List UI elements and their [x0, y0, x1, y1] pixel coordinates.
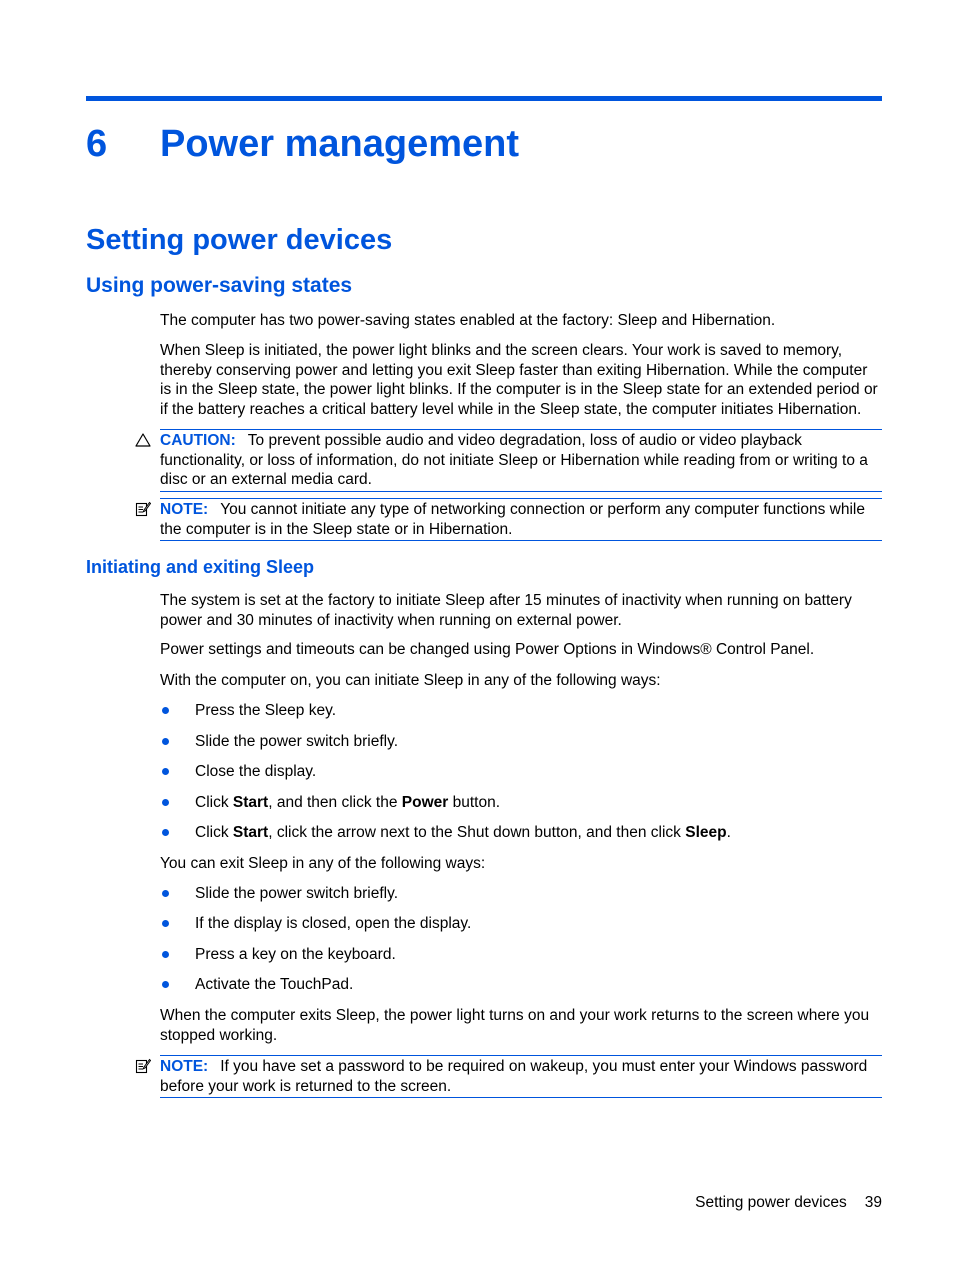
caution-box [160, 429, 882, 492]
page-footer [695, 1193, 882, 1212]
note-label: NOTE: [160, 1058, 209, 1075]
bullet-dot-icon [162, 981, 169, 988]
note-text: If you have set a password to be required on wakeup, you must enter your Windows password before your work is returned to the screen. [160, 1058, 868, 1095]
list-item-text: If the display is closed, open the display. [195, 915, 472, 932]
chapter-title: Power management [160, 123, 519, 165]
bullet-dot-icon [162, 951, 169, 958]
bullet-dot-icon [162, 890, 169, 897]
bullet-dot-icon [162, 768, 169, 775]
note-text: You cannot initiate any type of networking connection or perform any computer functions while the computer is in the Sleep state or in Hibernation. [160, 501, 865, 538]
subsection-title-power-saving: Using power-saving states [86, 274, 353, 297]
list-item-text: Press a key on the keyboard. [195, 946, 396, 963]
paragraph: The computer has two power-saving states enabled at the factory: Sleep and Hibernation. [160, 312, 776, 329]
list-item-text: Activate the TouchPad. [195, 976, 354, 993]
paragraph: When Sleep is initiated, the power light blinks and the screen clears. Your work is saved to memory, thereby conserving power and letting you exit Sleep faster than exiting Hibernation. While the computer is in the Sleep state, the power light blinks. If the computer is in the Sleep state for an extended period or if the battery reaches a critical battery level while in the Sleep state, the computer initiates Hibernation. [160, 342, 878, 418]
bullet-dot-icon [162, 920, 169, 927]
paragraph: With the computer on, you can initiate Sleep in any of the following ways: [160, 672, 661, 689]
page-number: 39 [864, 1194, 882, 1211]
section-title: Setting power devices [86, 224, 393, 256]
chapter-heading [86, 121, 519, 167]
bullet-dot-icon [162, 738, 169, 745]
note-pencil-icon [135, 501, 151, 517]
paragraph: When the computer exits Sleep, the power light turns on and your work returns to the screen where you stopped working. [160, 1007, 870, 1044]
caution-text: To prevent possible audio and video degradation, loss of audio or video playback functionality, or loss of information, do not initiate Sleep or Hibernation while reading from or writing to a disc or an external media card. [160, 432, 868, 488]
subsection-title-sleep: Initiating and exiting Sleep [86, 557, 315, 577]
caution-triangle-icon [135, 432, 151, 448]
note-label: NOTE: [160, 501, 209, 518]
paragraph: The system is set at the factory to initiate Sleep after 15 minutes of inactivity when running on battery power and 30 minutes of inactivity when running on external power. [160, 592, 852, 629]
chapter-rule [86, 96, 882, 101]
footer-section-title: Setting power devices [695, 1194, 847, 1211]
list-item-text: Click Start, and then click the Power button. [195, 794, 501, 811]
caution-label: CAUTION: [160, 432, 236, 449]
paragraph: You can exit Sleep in any of the following ways: [160, 855, 486, 872]
note-pencil-icon [135, 1058, 151, 1074]
list-item-text: Click Start, click the arrow next to the Shut down button, and then click Sleep. [195, 824, 731, 841]
bullet-dot-icon [162, 707, 169, 714]
paragraph: Power settings and timeouts can be changed using Power Options in Windows® Control Panel. [160, 641, 815, 658]
note-box [160, 1055, 882, 1098]
chapter-number: 6 [86, 123, 108, 165]
list-item-text: Slide the power switch briefly. [195, 733, 399, 750]
bullet-dot-icon [162, 799, 169, 806]
list-item-text: Press the Sleep key. [195, 702, 337, 719]
list-item-text: Close the display. [195, 763, 317, 780]
bullet-dot-icon [162, 829, 169, 836]
note-box [160, 498, 882, 541]
list-item-text: Slide the power switch briefly. [195, 885, 399, 902]
